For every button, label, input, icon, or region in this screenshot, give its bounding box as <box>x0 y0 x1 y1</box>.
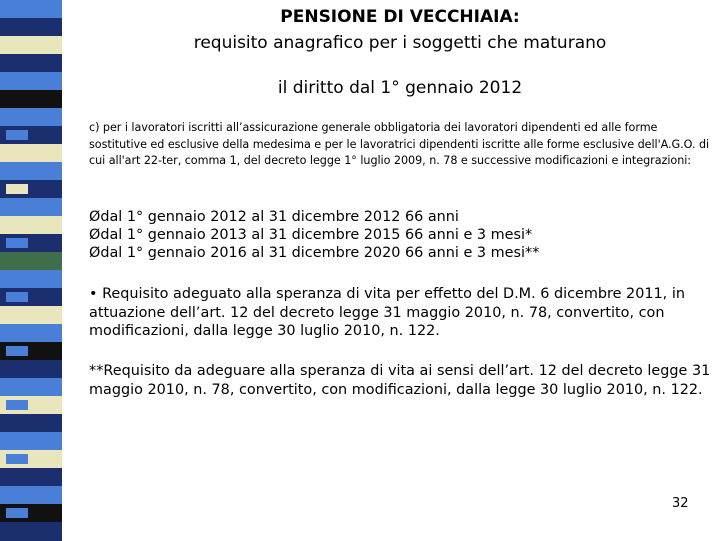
list-item: Ødal 1° gennaio 2013 al 31 dicembre 2015 66 anni e 3 mesi* <box>89 227 533 243</box>
stripe-block <box>0 324 62 343</box>
page-number: 32 <box>672 496 689 511</box>
slide-subtitle-date: il diritto dal 1° gennaio 2012 <box>277 78 523 98</box>
stripe-square <box>6 238 28 249</box>
stripe-block <box>0 54 62 73</box>
stripe-square <box>6 130 28 141</box>
stripe-block <box>0 468 62 487</box>
stripe-block <box>0 360 62 379</box>
stripe-square <box>6 508 28 519</box>
stripe-block <box>0 216 62 235</box>
stripe-block <box>0 36 62 55</box>
stripe-block <box>0 198 62 217</box>
list-item: Ødal 1° gennaio 2012 al 31 dicembre 2012 66 anni <box>89 209 459 225</box>
stripe-square <box>6 454 28 465</box>
decorative-stripe <box>0 0 62 540</box>
note-paragraph: • Requisito adeguato alla speranza di vita per effetto del D.M. 6 dicembre 2011, in attuazione dell’art. 12 del decreto legge 31 maggio 2010, n. 78, convertito, con modificazioni, dalla legge 30 luglio 2010, n. 122. <box>89 286 685 339</box>
intro-paragraph: c) per i lavoratori iscritti all’assicurazione generale obbligatoria dei lavoratori dipendenti ed alle forme sostitutive ed esclusive della medesima e per le lavoratrici dipendenti iscritte alle forme esclusive dell'A.G.O. di cui all'art 22-ter, comma 1, del decreto legge 1° luglio 2009, n. 78 e successive modificazioni e integrazioni: <box>89 121 710 168</box>
stripe-block <box>0 0 62 19</box>
stripe-block <box>0 90 62 109</box>
stripe-block <box>0 486 62 505</box>
stripe-block <box>0 270 62 289</box>
stripe-square <box>6 292 28 303</box>
stripe-block <box>0 144 62 163</box>
footnote-paragraph: **Requisito da adeguare alla speranza di vita ai sensi dell’art. 12 del decreto legge 31 maggio 2010, n. 78, convertito, con modificazioni, dalla legge 30 luglio 2010, n. 122. <box>89 363 711 398</box>
stripe-square <box>6 184 28 195</box>
stripe-square <box>6 346 28 357</box>
stripe-block <box>0 252 62 271</box>
list-item: Ødal 1° gennaio 2016 al 31 dicembre 2020 66 anni e 3 mesi** <box>89 245 540 261</box>
stripe-block <box>0 378 62 397</box>
stripe-block <box>0 162 62 181</box>
stripe-square <box>6 400 28 411</box>
slide-subtitle: requisito anagrafico per i soggetti che maturano <box>193 33 607 53</box>
slide-title: PENSIONE DI VECCHIAIA: <box>280 7 520 27</box>
stripe-square <box>6 76 28 87</box>
stripe-block <box>0 108 62 127</box>
stripe-block <box>0 306 62 325</box>
stripe-block <box>0 414 62 433</box>
stripe-square <box>6 22 28 33</box>
stripe-block <box>0 522 62 541</box>
stripe-block <box>0 432 62 451</box>
requirement-list <box>89 208 715 262</box>
